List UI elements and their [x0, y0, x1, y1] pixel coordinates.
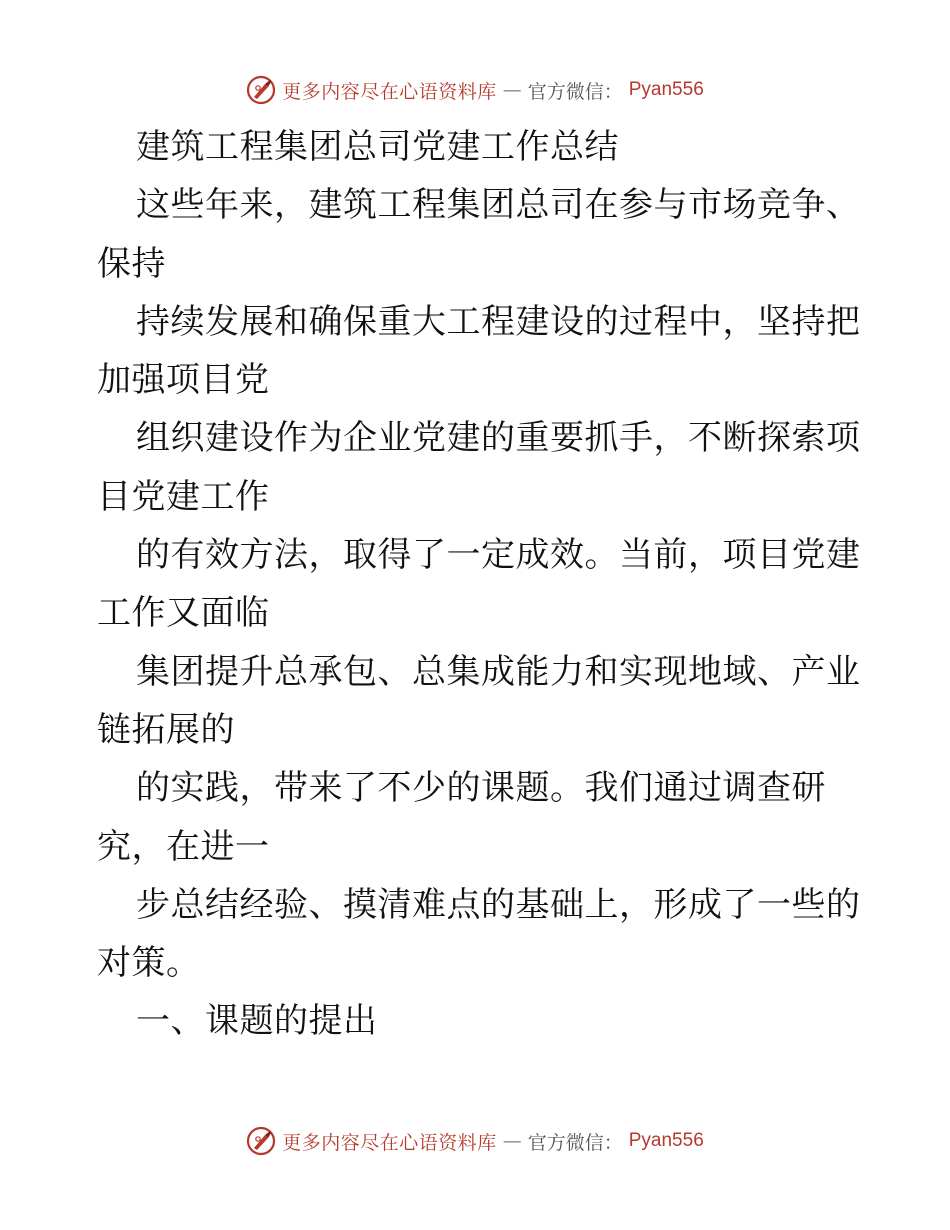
text-line: 加强项目党	[97, 360, 270, 401]
text-line: 组织建设作为企业党建的重要抓手，不断探索项	[136, 418, 861, 459]
banner-separator: —	[502, 79, 522, 101]
banner-wechat-id: Pyan556	[628, 1130, 704, 1151]
quill-pen-icon	[246, 1126, 276, 1156]
quill-pen-icon	[246, 75, 276, 105]
document-title: 建筑工程集团总司党建工作总结	[136, 127, 619, 167]
section-heading: 一、课题的提出	[136, 1001, 378, 1042]
text-line: 保持	[97, 243, 166, 284]
header-banner	[0, 70, 950, 110]
banner-wechat-id: Pyan556	[628, 79, 704, 100]
banner-text: 更多内容尽在心语资料库	[282, 1131, 497, 1154]
text-line: 工作又面临	[97, 593, 270, 634]
text-line: 持续发展和确保重大工程建设的过程中，坚持把	[136, 301, 861, 342]
banner-wechat-label: 官方微信：	[527, 80, 623, 103]
banner-wechat-label: 官方微信：	[527, 1131, 623, 1154]
text-line: 链拓展的	[97, 709, 235, 750]
text-line: 的实践，带来了不少的课题。我们通过调查研	[136, 768, 826, 809]
text-line: 步总结经验、摸清难点的基础上，形成了一些的	[136, 884, 861, 925]
text-line: 这些年来，建筑工程集团总司在参与市场竞争、	[136, 185, 861, 226]
text-line: 目党建工作	[97, 476, 270, 517]
text-line: 究，在进一	[97, 826, 270, 867]
banner-text: 更多内容尽在心语资料库	[282, 80, 497, 103]
document-body	[97, 118, 861, 1051]
text-line: 对策。	[97, 943, 201, 984]
footer-banner	[0, 1121, 950, 1161]
text-line: 集团提升总承包、总集成能力和实现地域、产业	[136, 651, 861, 692]
banner-separator: —	[502, 1130, 522, 1152]
text-line: 的有效方法，取得了一定成效。当前，项目党建	[136, 535, 861, 576]
